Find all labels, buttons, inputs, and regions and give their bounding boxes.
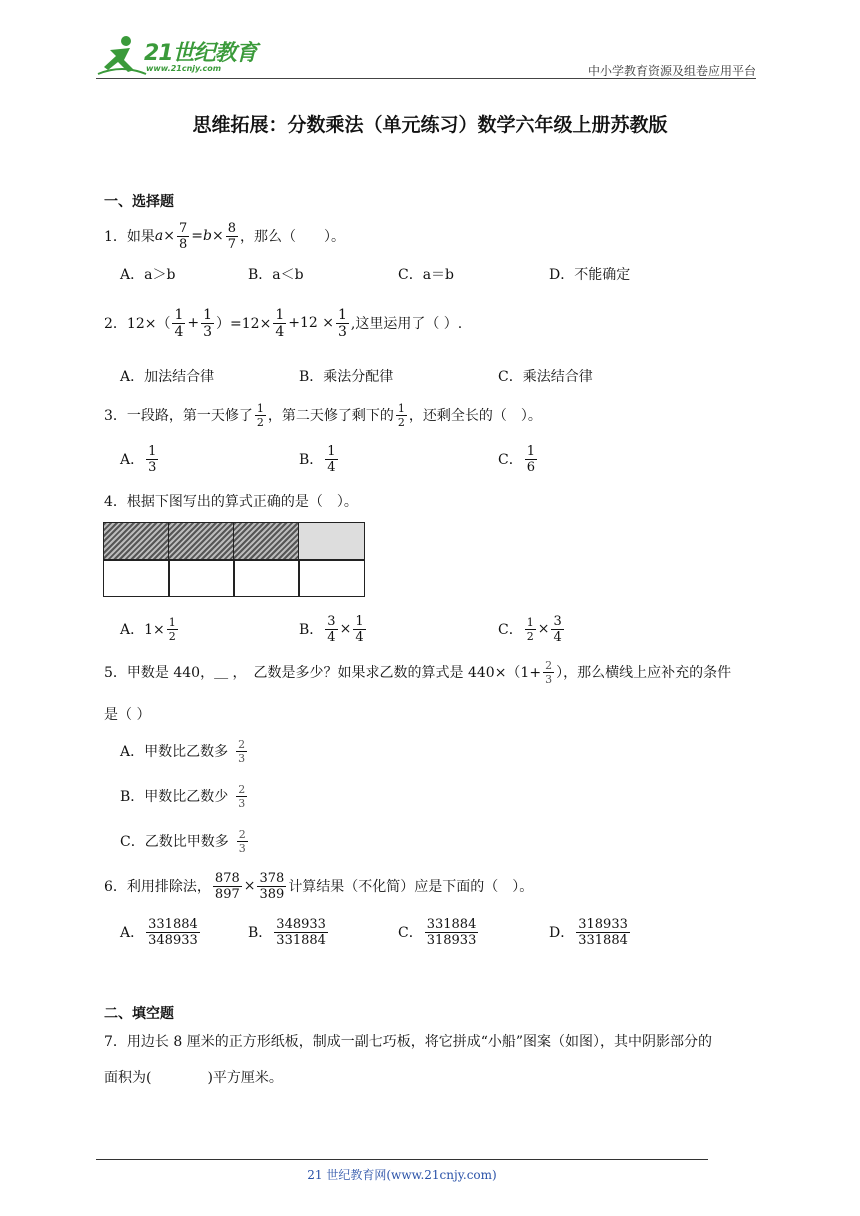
footer-text[interactable]: 21 世纪教育网(www.21cnjy.com) — [307, 1168, 497, 1182]
grid-figure — [103, 522, 365, 597]
q3-option-c[interactable]: C． $\frac{1}{6}$ — [498, 443, 535, 475]
empty-cell — [103, 559, 170, 597]
q4-option-a[interactable]: A．1× $\frac{1}{2}$ — [120, 615, 176, 643]
footer-rule — [96, 1159, 708, 1160]
runner-logo-icon — [96, 34, 148, 76]
q5-option-b[interactable]: B．甲数比乙数少 $\frac{2}{3}$ — [120, 782, 246, 810]
header-logo — [96, 34, 266, 78]
fraction: $\frac{8}{7}$ — [227, 220, 237, 252]
question-5-line2: 是（ ） — [104, 707, 151, 723]
q2-option-c[interactable]: C．乘法结合律 — [498, 369, 593, 385]
q6-option-d[interactable]: D． $\frac{318933}{331884}$ — [549, 916, 628, 948]
q6-option-b[interactable]: B． $\frac{348933}{331884}$ — [248, 916, 326, 948]
logo-url: www.21cnjy.com — [146, 64, 222, 73]
question-2: 2．12×（ $\frac{1}{4}$ + $\frac{1}{3}$ ）=12× $\frac{1}{4}$ +12 × $\frac{1}{3}$ ,这里运用了（ ）. — [104, 306, 463, 340]
q1-option-d[interactable]: D．不能确定 — [549, 267, 631, 283]
fraction: $\frac{1}{4}$ — [174, 306, 184, 340]
q3-option-a[interactable]: A． $\frac{1}{3}$ — [120, 443, 157, 475]
question-7-line1: 7．用边长 8 厘米的正方形纸板，制成一副七巧板，将它拼成“小船”图案（如图），其中阴影部分的 — [104, 1034, 713, 1050]
q2-option-a[interactable]: A．加法结合律 — [120, 369, 215, 385]
shaded-cell — [168, 522, 235, 561]
question-7-line2: 面积为( )平方厘米。 — [104, 1070, 283, 1086]
empty-cell — [233, 559, 300, 597]
header-rule — [96, 78, 756, 79]
fraction: $\frac{7}{8}$ — [179, 220, 188, 252]
shaded-cell — [233, 522, 300, 561]
q6-option-a[interactable]: A． $\frac{331884}{348933}$ — [120, 916, 198, 948]
section-fill-heading: 二、填空题 — [104, 1006, 174, 1022]
q4-option-b[interactable]: B． $\frac{3}{4}$ × $\frac{1}{4}$ — [299, 613, 364, 645]
shaded-cell — [103, 522, 170, 561]
fraction: $\frac{1}{3}$ — [337, 306, 347, 340]
header-right-text: 中小学教育资源及组卷应用平台 — [587, 64, 756, 78]
q4-option-c[interactable]: C． $\frac{1}{2}$ × $\frac{3}{4}$ — [498, 613, 562, 645]
fraction: $\frac{1}{4}$ — [275, 306, 285, 340]
q5-option-c[interactable]: C．乙数比甲数多 $\frac{2}{3}$ — [120, 827, 246, 855]
question-3: 3．一段路，第一天修了 $\frac{1}{2}$ ，第二天修了剩下的 $\frac{1}{2}$ ，还剩全长的（ ）。 — [104, 401, 542, 429]
q1-option-c[interactable]: C．a＝b — [398, 267, 455, 283]
page-title: 思维拓展：分数乘法（单元练习）数学六年级上册苏教版 — [192, 114, 668, 136]
question-6: 6．利用排除法， $\frac{878}{897}$ × $\frac{378}{389}$ 计算结果（不化简）应是下面的（ ）。 — [104, 870, 534, 902]
q1-option-a[interactable]: A．a＞b — [120, 267, 176, 283]
fraction: $\frac{1}{3}$ — [203, 306, 213, 340]
fraction: $\frac{1}{2}$ — [256, 401, 264, 429]
q6-option-c[interactable]: C． $\frac{331884}{318933}$ — [398, 916, 477, 948]
question-5-line1: 5．甲数是 440，＿ ， 乙数是多少？如果求乙数的算式是 440×（1+ $\frac{2}{3}$ ），那么横线上应补充的条件 — [104, 658, 732, 686]
q3-option-b[interactable]: B． $\frac{1}{4}$ — [299, 443, 336, 475]
q1-option-b[interactable]: B．a＜b — [248, 267, 304, 283]
logo-text: 21世纪教育 — [144, 41, 257, 66]
empty-cell — [298, 559, 365, 597]
empty-cell — [168, 559, 235, 597]
section-choice-heading: 一、选择题 — [104, 194, 174, 210]
question-4: 4．根据下图写出的算式正确的是（ ）。 — [104, 494, 358, 510]
light-cell — [298, 522, 365, 561]
question-1: 1．如果 a × $\frac{7}{8}$ = b × $\frac{8}{7}$ ，那么（ ）。 — [104, 220, 346, 252]
q5-option-a[interactable]: A．甲数比乙数多 $\frac{2}{3}$ — [120, 737, 246, 765]
q2-option-b[interactable]: B．乘法分配律 — [299, 369, 394, 385]
fraction: $\frac{1}{2}$ — [397, 401, 405, 429]
